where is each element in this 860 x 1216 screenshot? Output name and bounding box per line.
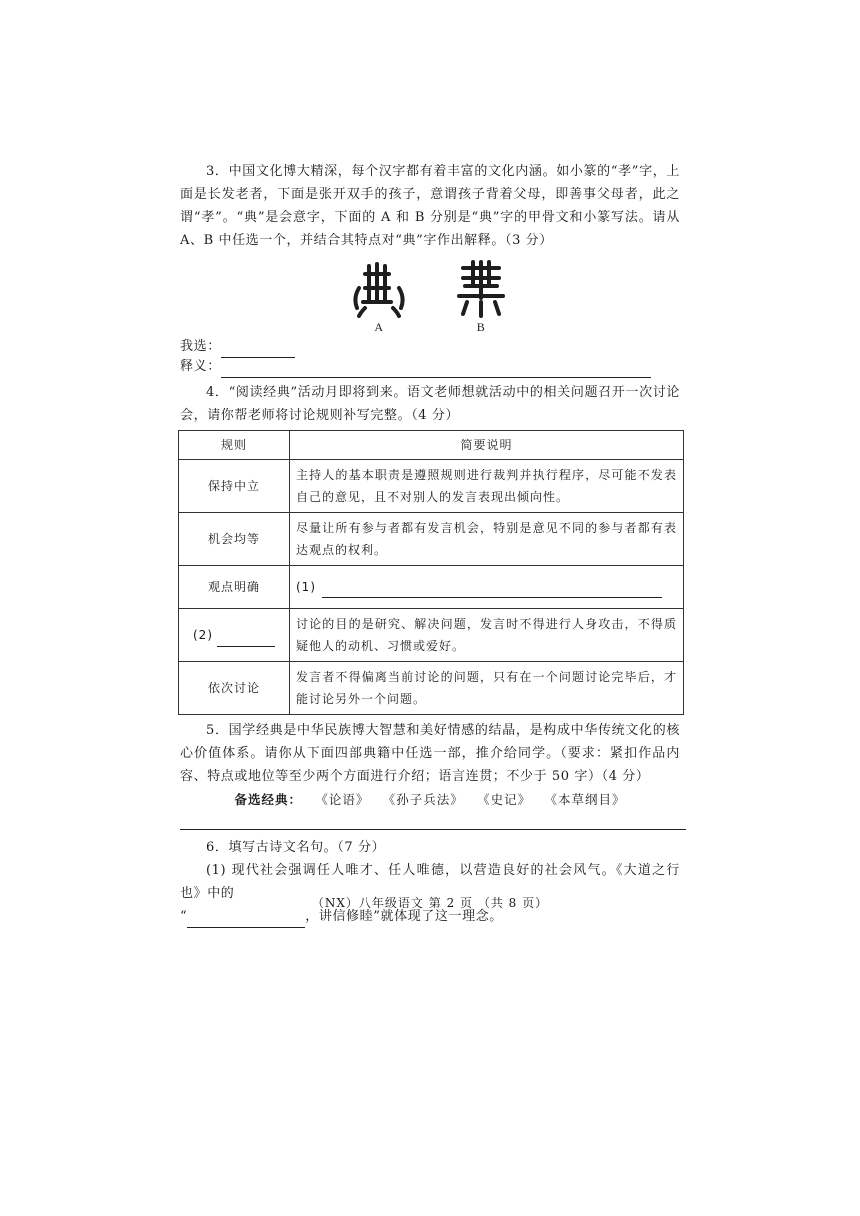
blank-2-label: (2): [193, 627, 213, 642]
answer-line-q5[interactable]: [180, 811, 686, 830]
exam-page: [180, 160, 680, 928]
table-row: [179, 460, 684, 513]
explain-label: 释义：: [180, 359, 221, 374]
table-row: [179, 662, 684, 715]
choose-row: [180, 338, 680, 358]
quote-tail: ，讲信修睦”就体现了这一理念。: [305, 909, 503, 924]
cited-classics: [180, 788, 680, 811]
table-row: [179, 566, 684, 609]
table-header-rule: 规则: [179, 431, 290, 460]
glyph-b: [451, 258, 511, 338]
question-5-text: 5．国学经典是中华民族博大智慧和美好情感的结晶，是构成中华传统文化的核心价值体系。请你从下面四部典籍中任选一部，推介给同学。（要求：紧扣作品内容、特点或地位等至少两个方面进行介绍；语言连贯；不少于 50 字）（4 分）: [180, 723, 680, 784]
choose-blank[interactable]: [221, 342, 295, 358]
desc-cell: 讨论的目的是研究、解决问题，发言时不得进行人身攻击，不得质疑他人的动机、习惯或爱好。: [290, 609, 684, 662]
table-row: [179, 513, 684, 566]
rule-cell: 机会均等: [179, 513, 290, 566]
rule-cell-blank-2: [179, 609, 290, 662]
rule-cell: 观点明确: [179, 566, 290, 609]
desc-cell: 尽量让所有参与者都有发言机会，特别是意见不同的参与者都有表达观点的权利。: [290, 513, 684, 566]
book-item: 《史记》: [477, 792, 532, 807]
rule-cell: 依次讨论: [179, 662, 290, 715]
explain-row: [180, 358, 680, 378]
book-item: 《孙子兵法》: [382, 792, 464, 807]
oracle-bone-dian-icon: [351, 258, 407, 318]
explain-blank[interactable]: [221, 362, 651, 378]
question-6-text: 6．填写古诗文名句。（7 分）: [206, 840, 386, 855]
book-item: 《论语》: [315, 792, 370, 807]
blank-1-label: (1): [296, 580, 316, 594]
glyph-b-label: B: [476, 320, 486, 334]
table-header-desc: 简要说明: [290, 431, 684, 460]
table-row: [179, 609, 684, 662]
discussion-rules-table: [178, 430, 684, 715]
desc-cell: 发言者不得偏离当前讨论的问题，只有在一个问题讨论完毕后，才能讨论另外一个问题。: [290, 662, 684, 715]
desc-cell: 主持人的基本职责是遵照规则进行裁判并执行程序，尽可能不发表自己的意见，且不对别人的发言表现出倾向性。: [290, 460, 684, 513]
cited-label: 备选经典：: [234, 792, 302, 807]
glyph-a: [349, 258, 409, 338]
seal-script-dian-icon: [453, 258, 509, 318]
blank-1[interactable]: [322, 582, 662, 598]
choose-label: 我选：: [180, 339, 221, 354]
rule-cell: 保持中立: [179, 460, 290, 513]
question-6-item-1: (1) 现代社会强调任人唯才、任人唯德，以营造良好的社会风气。《大道之行也》中的: [180, 863, 680, 901]
question-3-text: 3．中国文化博大精深，每个汉字都有着丰富的文化内涵。如小篆的“孝”字，上面是长发老者，下面是张开双手的孩子，意谓孩子背着父母，即善事父母者，此之谓“孝”。“典”是会意字，下面的 A 和 B 分别是“典”字的甲骨文和小篆写法。请从 A、B 中任选一个，并结合其特点对“典”字作出解释。（3 分）: [180, 164, 680, 248]
glyph-a-label: A: [374, 320, 384, 334]
blank-q6-1[interactable]: [187, 912, 305, 928]
question-4-text: 4．“阅读经典”活动月即将到来。语文老师想就活动中的相关问题召开一次讨论会，请你帮老师将讨论规则补写完整。（4 分）: [180, 385, 680, 423]
quote-open: “: [180, 909, 188, 924]
page-footer: （NX）八年级语文 第 2 页 （共 8 页）: [311, 896, 549, 910]
desc-cell-blank-1: [290, 566, 684, 609]
blank-2[interactable]: [217, 631, 275, 647]
dian-glyphs: [180, 258, 680, 338]
book-item: 《本草纲目》: [544, 792, 626, 807]
